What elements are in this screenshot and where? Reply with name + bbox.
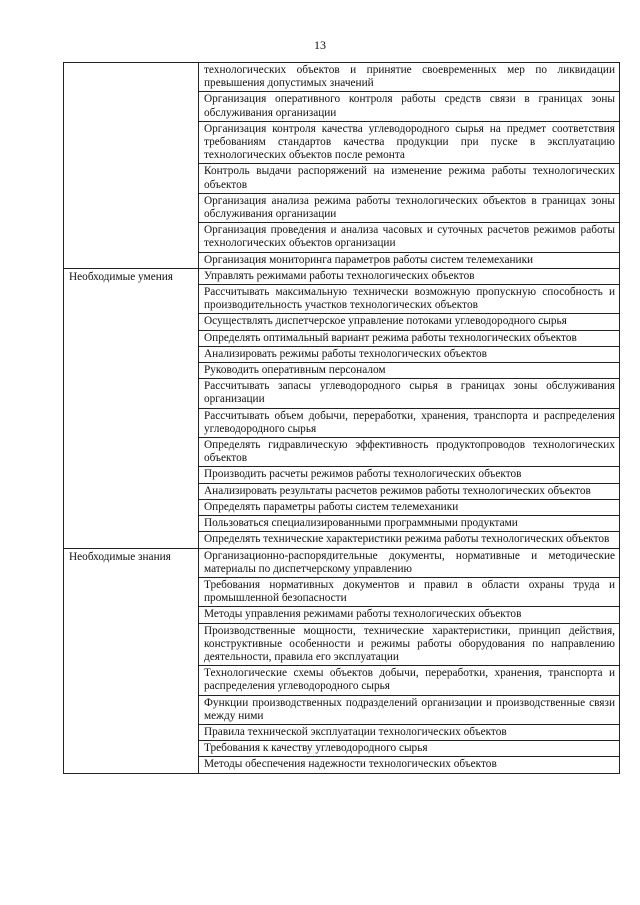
requirement-item: Определять параметры работы систем телемеханики [199,499,620,515]
requirement-item: Определять гидравлическую эффективность продуктопроводов технологических объектов [199,438,620,467]
requirement-item: Управлять режимами работы технологических объектов [199,268,620,284]
requirement-item: Методы обеспечения надежности технологических объектов [199,757,620,773]
requirement-item: Технологические схемы объектов добычи, переработки, хранения, транспорта и распределения углеводородного сырья [199,666,620,695]
requirement-item: Руководить оперативным персоналом [199,363,620,379]
requirement-item: Контроль выдачи распоряжений на изменение режима работы технологических объектов [199,164,620,193]
requirement-item: Организация контроля качества углеводородного сырья на предмет соответствия требованиям стандартов качества продукции при пуске в эксплуатацию технологических объектов после ремонта [199,121,620,164]
page-number: 13 [314,38,326,52]
requirement-item: Рассчитывать объем добычи, переработки, хранения, транспорта и распределения углеводородного сырья [199,408,620,437]
section-label: Необходимые умения [64,268,199,548]
requirement-item: технологических объектов и принятие своевременных мер по ликвидации превышения допустимых значений [199,63,620,92]
requirement-item: Организация проведения и анализа часовых и суточных расчетов режимов работы технологических объектов организации [199,223,620,252]
requirement-item: Определять технические характеристики режима работы технологических объектов [199,532,620,548]
requirement-item: Рассчитывать запасы углеводородного сырья в границах зоны обслуживания организации [199,379,620,408]
competency-table [63,62,620,774]
section-label: Необходимые знания [64,548,199,773]
requirement-item: Осуществлять диспетчерское управление потоками углеводородного сырья [199,314,620,330]
requirement-item: Определять оптимальный вариант режима работы технологических объектов [199,330,620,346]
requirement-item: Организация анализа режима работы технологических объектов в границах зоны обслуживания организации [199,193,620,222]
requirement-item: Анализировать режимы работы технологических объектов [199,346,620,362]
requirement-item: Требования к качеству углеводородного сырья [199,741,620,757]
table-row [64,63,620,92]
table-row [64,268,620,284]
requirement-item: Организация оперативного контроля работы средств связи в границах зоны обслуживания организации [199,92,620,121]
requirement-item: Производственные мощности, технические характеристики, принцип действия, конструктивные особенности и режимы работы оборудования по направлению деятельности, правила его эксплуатации [199,623,620,666]
requirement-item: Рассчитывать максимальную технически возможную пропускную способность и производительность участков технологических объектов [199,285,620,314]
requirement-item: Организационно-распорядительные документы, нормативные и методические материалы по диспетчерскому управлению [199,548,620,577]
table-row [64,548,620,577]
requirement-item: Методы управления режимами работы технологических объектов [199,607,620,623]
requirement-item: Пользоваться специализированными программными продуктами [199,516,620,532]
requirement-item: Требования нормативных документов и правил в области охраны труда и промышленной безопасности [199,577,620,606]
requirement-item: Организация мониторинга параметров работы систем телемеханики [199,252,620,268]
requirement-item: Анализировать результаты расчетов режимов работы технологических объектов [199,483,620,499]
requirement-item: Функции производственных подразделений организации и производственные связи между ними [199,695,620,724]
requirement-item: Производить расчеты режимов работы технологических объектов [199,467,620,483]
section-label [64,63,199,269]
requirement-item: Правила технической эксплуатации технологических объектов [199,724,620,740]
